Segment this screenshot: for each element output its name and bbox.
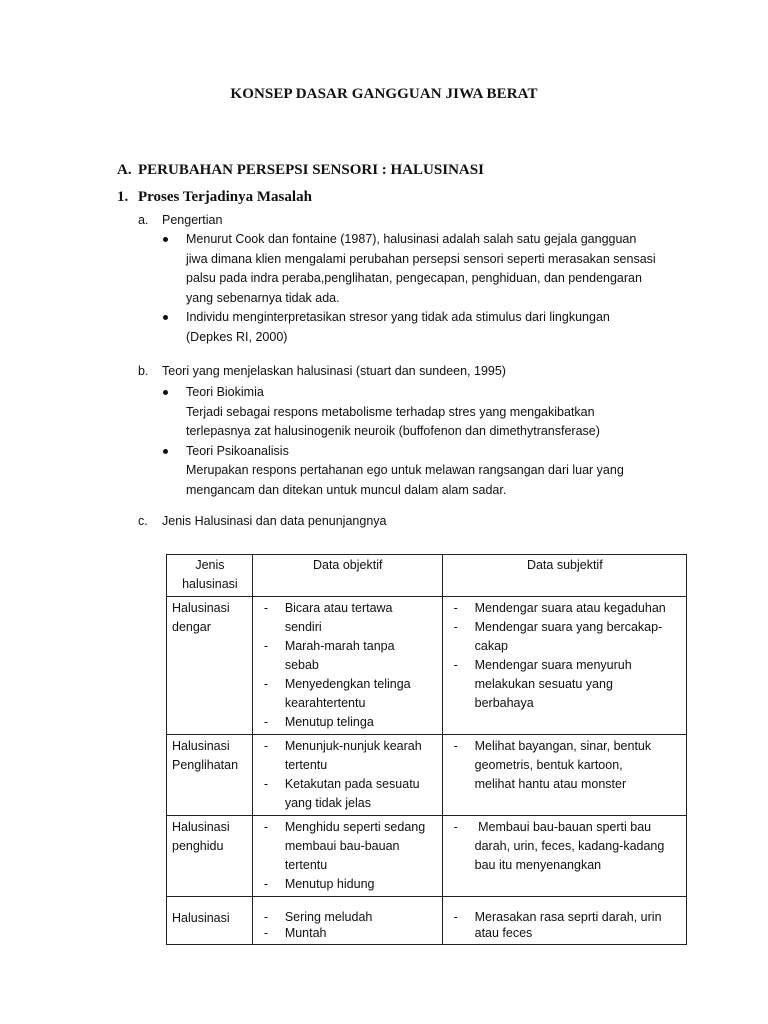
bullet-line: Teori Biokimia <box>186 385 264 399</box>
bullet-icon <box>163 315 168 320</box>
bullet-line: Terjadi sebagai respons metabolisme terhadap stres yang mengakibatkan <box>186 404 595 419</box>
cell-subjektif <box>442 816 686 897</box>
cell-objektif <box>252 816 442 897</box>
list-item: - Mendengar suara yang bercakap- cakap <box>453 620 663 653</box>
cell-objektif <box>252 897 442 945</box>
subsection-c-text: Jenis Halusinasi dan data penunjangnya <box>162 514 387 528</box>
bullet-line: Menurut Cook dan fontaine (1987), halusinasi adalah salah satu gejala gangguan <box>186 232 637 246</box>
subsection-c-heading <box>138 514 386 528</box>
subsection-b-text: Teori yang menjelaskan halusinasi (stuart dan sundeen, 1995) <box>162 364 506 378</box>
bullet-icon <box>163 449 168 454</box>
bullet-line: Individu menginterpretasikan stresor yang tidak ada stimulus dari lingkungan <box>186 310 610 324</box>
cell-jenis: Halusinasi penghidu <box>167 816 253 897</box>
bullet-line: palsu pada indra peraba,penglihatan, pengecapan, penghiduan, dan pendengaran <box>186 271 642 285</box>
list-item: - Ketakutan pada sesuatu yang tidak jelas <box>263 777 420 810</box>
table-header-row <box>167 555 687 597</box>
subsection-b-bullets <box>160 383 660 500</box>
list-item: - Menyedengkan telinga kearahtertentu <box>263 677 411 710</box>
list-item: - Bicara atau tertawa sendiri <box>263 601 393 634</box>
bullet-line: Merupakan respons pertahanan ego untuk melawan rangsangan dari luar yang <box>186 463 624 477</box>
section-1-number: 1. <box>117 189 129 205</box>
bullet-line: yang sebenarnya tidak ada. <box>186 290 340 305</box>
header-subjektif: Data subjektif <box>442 555 686 597</box>
bullet-item <box>160 383 660 442</box>
bullet-line: (Depkes RI, 2000) <box>186 329 288 344</box>
bullet-line: terlepasnya zat halusinogenik neuroik (buffofenon dan dimethytransferase) <box>186 424 600 438</box>
document-title: KONSEP DASAR GANGGUAN JIWA BERAT <box>230 86 538 102</box>
table-row <box>167 735 687 816</box>
table-row <box>167 897 687 945</box>
list-item: - Mendengar suara atau kegaduhan <box>453 601 666 615</box>
cell-subjektif <box>442 735 686 816</box>
subsection-c-number: c. <box>138 514 148 528</box>
section-a-number: A. <box>117 162 132 178</box>
subsection-a-bullets <box>160 230 660 347</box>
bullet-item <box>160 308 660 347</box>
list-item: - Melihat bayangan, sinar, bentuk geometris, bentuk kartoon, melihat hantu atau monster <box>453 739 652 791</box>
cell-subjektif <box>442 897 686 945</box>
bullet-line: mengancam dan ditekan untuk muncul dalam alam sadar. <box>186 482 507 497</box>
bullet-item <box>160 230 660 308</box>
cell-jenis: Halusinasi Penglihatan <box>167 735 253 816</box>
header-objektif: Data objektif <box>252 555 442 597</box>
list-item: - Menghidu seperti sedang membaui bau-bauan tertentu <box>263 820 426 872</box>
section-1-text: Proses Terjadinya Masalah <box>138 189 312 205</box>
cell-subjektif <box>442 597 686 735</box>
bullet-item <box>160 442 660 501</box>
section-a-heading <box>117 162 484 179</box>
cell-objektif <box>252 597 442 735</box>
list-item: - Menutup telinga <box>263 715 374 729</box>
table-row <box>167 816 687 897</box>
header-jenis: Jenis halusinasi <box>167 555 253 597</box>
bullet-icon <box>163 390 168 395</box>
list-item: - Membaui bau-bauan sperti bau darah, urin, feces, kadang-kadang bau itu menyenangkan <box>453 820 665 872</box>
section-1-heading <box>117 189 312 206</box>
list-item: - Mendengar suara menyuruh melakukan sesuatu yang berbahaya <box>453 658 632 710</box>
list-item: - Marah-marah tanpa sebab <box>263 639 395 672</box>
section-a-text: PERUBAHAN PERSEPSI SENSORI : HALUSINASI <box>138 162 484 178</box>
list-item: - Menunjuk-nunjuk kearah tertentu <box>263 739 422 772</box>
list-item: - Merasakan rasa seprti darah, urin atau feces <box>453 910 662 940</box>
subsection-b-number: b. <box>138 364 149 378</box>
hallucination-table <box>166 554 687 945</box>
bullet-icon <box>163 237 168 242</box>
table-row <box>167 597 687 735</box>
cell-objektif <box>252 735 442 816</box>
cell-jenis: Halusinasi <box>167 897 253 945</box>
cell-jenis: Halusinasi dengar <box>167 597 253 735</box>
subsection-b-heading <box>138 364 506 378</box>
list-item: - Sering meludah <box>263 910 373 924</box>
bullet-line: jiwa dimana klien mengalami perubahan persepsi sensori seperti merasakan sensasi <box>186 251 656 266</box>
subsection-a-text: Pengertian <box>162 213 223 227</box>
bullet-line: Teori Psikoanalisis <box>186 443 289 458</box>
list-item: - Muntah <box>263 926 327 940</box>
subsection-a-heading <box>138 213 222 227</box>
subsection-a-number: a. <box>138 213 149 227</box>
list-item: - Menutup hidung <box>263 877 375 891</box>
